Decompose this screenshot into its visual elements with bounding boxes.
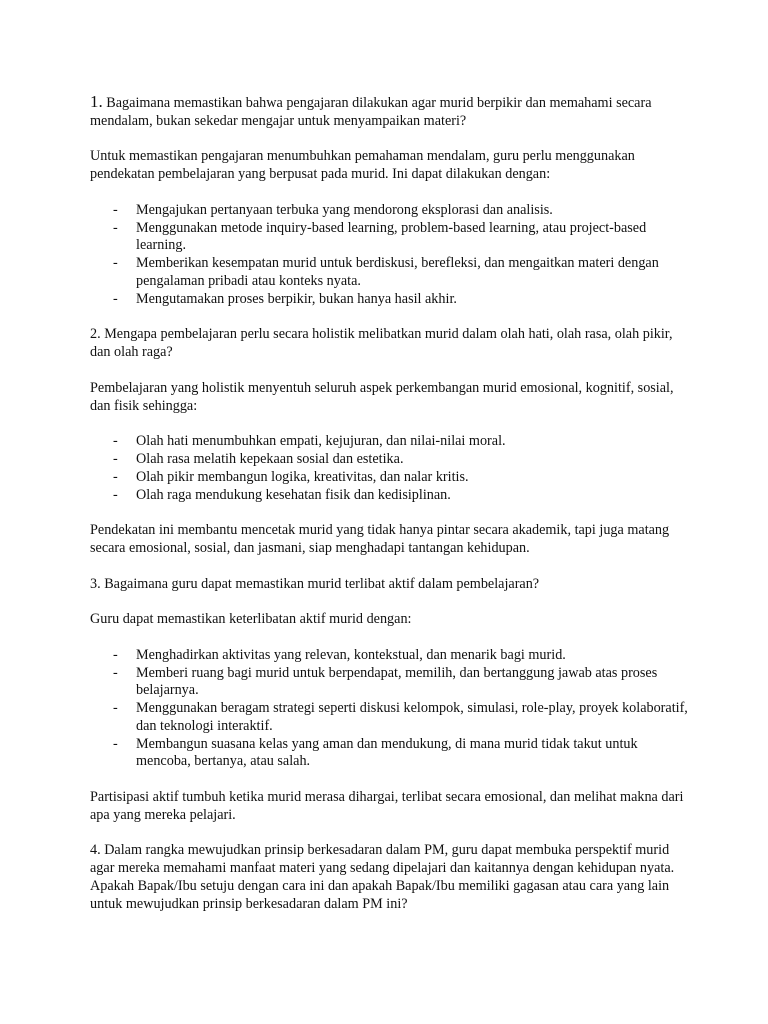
answer-2-closing: Pendekatan ini membantu mencetak murid yang tidak hanya pintar secara akademik, tapi juga matang secara emosional, sosial, dan jasmani, siap menghadapi tantangan kehidupan. (90, 522, 670, 556)
list-item (90, 487, 690, 505)
list-item-text: Olah raga mendukung kesehatan fisik dan kedisiplinan. (136, 486, 451, 503)
answer-1-intro: Untuk memastikan pengajaran menumbuhkan pemahaman mendalam, guru perlu menggunakan pendekatan pembelajaran yang berpusat pada murid. Ini dapat dilakukan dengan: (90, 148, 635, 183)
answer-3-closing: Partisipasi aktif tumbuh ketika murid merasa dihargai, terlibat secara emosional, dan melihat makna dari apa yang mereka pelajari. (90, 789, 684, 823)
question-1 (90, 93, 690, 131)
question-1-text: Bagaimana memastikan bahwa pengajaran dilakukan agar murid berpikir dan memahami secara mendalam, bukan sekedar mengajar untuk menyampaikan materi? (90, 95, 652, 129)
list-item (90, 220, 690, 256)
list-item (90, 291, 690, 309)
list-item (90, 469, 690, 487)
question-1-number: 1. (90, 92, 103, 111)
list-item (90, 700, 690, 736)
list-item (90, 665, 690, 701)
list-item (90, 647, 690, 665)
list-item (90, 202, 690, 220)
dash-bullet: - (113, 664, 118, 681)
question-3: 3. Bagaimana guru dapat memastikan murid terlibat aktif dalam pembelajaran? (90, 575, 540, 592)
list-item-text: Memberikan kesempatan murid untuk berdiskusi, berefleksi, dan mengaitkan materi dengan pengalaman pribadi atau konteks nyata. (136, 255, 659, 289)
answer-2-list (90, 433, 690, 504)
answer-3-intro: Guru dapat memastikan keterlibatan aktif murid dengan: (90, 611, 412, 628)
list-item (90, 736, 690, 772)
list-item-text: Mengajukan pertanyaan terbuka yang mendorong eksplorasi dan analisis. (136, 201, 553, 218)
answer-2-intro: Pembelajaran yang holistik menyentuh seluruh aspek perkembangan murid emosional, kognitif, sosial, dan fisik sehingga: (90, 379, 674, 414)
dash-bullet: - (113, 468, 118, 485)
list-item (90, 255, 690, 291)
question-2: 2. Mengapa pembelajaran perlu secara holistik melibatkan murid dalam olah hati, olah rasa, olah pikir, dan olah raga? (90, 326, 673, 361)
dash-bullet: - (113, 433, 118, 450)
question-4: 4. Dalam rangka mewujudkan prinsip berkesadaran dalam PM, guru dapat membuka perspektif murid agar mereka memahami manfaat materi yang sedang dipelajari dan kaitannya dengan kehidupan nyata. Apakah Bapak/Ibu setuju dengan cara ini dan apakah Bapak/Ibu memiliki gagasan atau cara yang lain untuk mewujudkan prinsip berkesadaran dalam PM ini? (90, 842, 675, 912)
dash-bullet: - (113, 700, 118, 717)
dash-bullet: - (113, 219, 118, 236)
list-item-text: Olah hati menumbuhkan empati, kejujuran, dan nilai-nilai moral. (136, 433, 506, 450)
dash-bullet: - (113, 450, 118, 467)
list-item-text: Membangun suasana kelas yang aman dan mendukung, di mana murid tidak takut untuk mencoba, bertanya, atau salah. (136, 735, 638, 770)
list-item-text: Mengutamakan proses berpikir, bukan hanya hasil akhir. (136, 290, 457, 307)
list-item (90, 451, 690, 469)
dash-bullet: - (113, 201, 118, 218)
dash-bullet: - (113, 290, 118, 307)
dash-bullet: - (113, 486, 118, 503)
dash-bullet: - (113, 255, 118, 272)
list-item-text: Menggunakan beragam strategi seperti diskusi kelompok, simulasi, role-play, proyek kolaboratif, dan teknologi interaktif. (136, 700, 688, 734)
list-item-text: Olah pikir membangun logika, kreativitas, dan nalar kritis. (136, 468, 469, 485)
document-page (90, 93, 690, 931)
answer-1-list (90, 202, 690, 309)
list-item-text: Menghadirkan aktivitas yang relevan, kontekstual, dan menarik bagi murid. (136, 646, 566, 663)
list-item-text: Memberi ruang bagi murid untuk berpendapat, memilih, dan bertanggung jawab atas proses belajarnya. (136, 664, 658, 699)
dash-bullet: - (113, 646, 118, 663)
dash-bullet: - (113, 735, 118, 752)
list-item-text: Olah rasa melatih kepekaan sosial dan estetika. (136, 450, 404, 467)
list-item (90, 433, 690, 451)
list-item-text: Menggunakan metode inquiry-based learning, problem-based learning, atau project-based learning. (136, 219, 647, 254)
answer-3-list (90, 647, 690, 772)
